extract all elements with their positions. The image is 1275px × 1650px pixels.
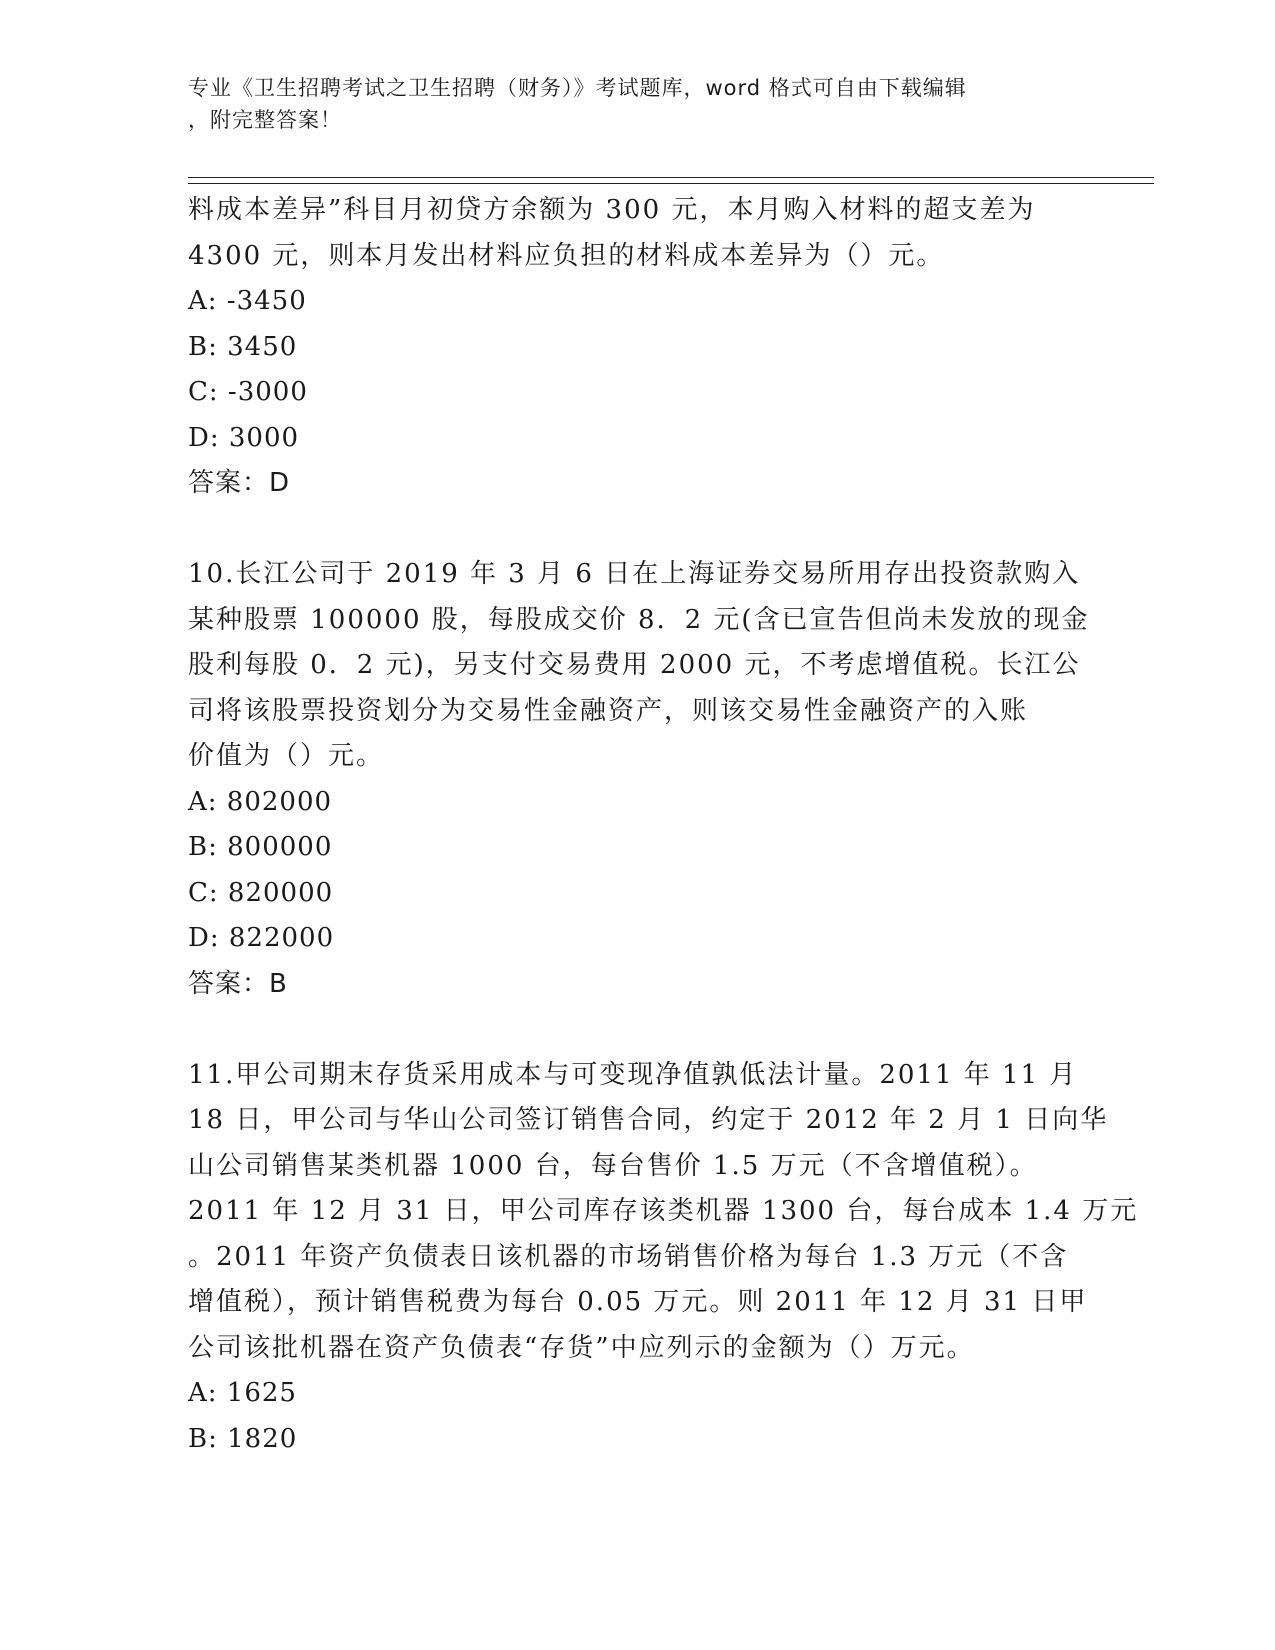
question-9: [188, 188, 1088, 507]
option-c: C: 820000: [188, 877, 334, 908]
answer-label: 答案：D: [188, 468, 291, 498]
spacer: [188, 1007, 1088, 1053]
question-text-line: 股利每股 0．2 元)，另支付交易费用 2000 元，不考虑增值税。长江公: [188, 650, 1081, 680]
option-d: D: 822000: [188, 923, 335, 953]
question-text-line: 。2011 年资产负债表日该机器的市场销售价格为每台 1.3 万元（不含: [188, 1241, 1069, 1272]
document-header: [188, 72, 1068, 136]
option-b: B: 1820: [188, 1423, 298, 1454]
question-text-line: 料成本差异”科目月初贷方余额为 300 元，本月购入材料的超支差为: [188, 195, 1036, 225]
option-c: C: -3000: [188, 377, 308, 407]
header-rule-top: [188, 177, 1154, 178]
question-text-line: 11.甲公司期末存货采用成本与可变现净值孰低法计量。2011 年 11 月: [188, 1059, 1078, 1090]
option-d: D: 3000: [188, 422, 300, 453]
question-text-line: 山公司销售某类机器 1000 台，每台售价 1.5 万元（不含增值税）。: [188, 1150, 1038, 1181]
header-line-2: ，附完整答案！: [188, 108, 342, 132]
option-b: B: 800000: [188, 832, 333, 862]
question-text-line: 某种股票 100000 股，每股成交价 8．2 元(含已宣告但尚未发放的现金: [188, 604, 1090, 635]
question-text-line: 司将该股票投资划分为交易性金融资产，则该交易性金融资产的入账: [188, 695, 1029, 726]
question-text-line: 价值为（）元。: [188, 741, 385, 771]
question-11: [188, 1053, 1139, 1463]
question-text-line: 4300 元，则本月发出材料应负担的材料成本差异为（）元。: [188, 240, 945, 271]
question-text-line: 增值税），预计销售税费为每台 0.05 万元。则 2011 年 12 月 31 日甲: [188, 1287, 1088, 1317]
option-b: B: 3450: [188, 331, 298, 362]
option-a: A: -3450: [188, 286, 307, 316]
document-content: [188, 188, 1139, 1462]
header-line-1: 专业《卫生招聘考试之卫生招聘（财务）》考试题库，word 格式可自由下载编辑: [188, 76, 967, 100]
question-text-line: 2011 年 12 月 31 日，甲公司库存该类机器 1300 台，每台成本 1.4 万元: [188, 1196, 1139, 1226]
spacer: [188, 507, 1088, 553]
option-a: A: 802000: [188, 786, 333, 817]
header-rule-bottom: [188, 183, 1154, 184]
option-a: A: 1625: [188, 1378, 297, 1408]
question-text-line: 18 日，甲公司与华山公司签订销售合同，约定于 2012 年 2 月 1 日向华: [188, 1105, 1109, 1135]
question-text-line: 公司该批机器在资产负债表“存货”中应列示的金额为（）万元。: [188, 1332, 975, 1363]
question-10: [188, 552, 1088, 1007]
question-text-line: 10.长江公司于 2019 年 3 月 6 日在上海证券交易所用存出投资款购入: [188, 559, 1081, 589]
answer-label: 答案：B: [188, 968, 288, 999]
